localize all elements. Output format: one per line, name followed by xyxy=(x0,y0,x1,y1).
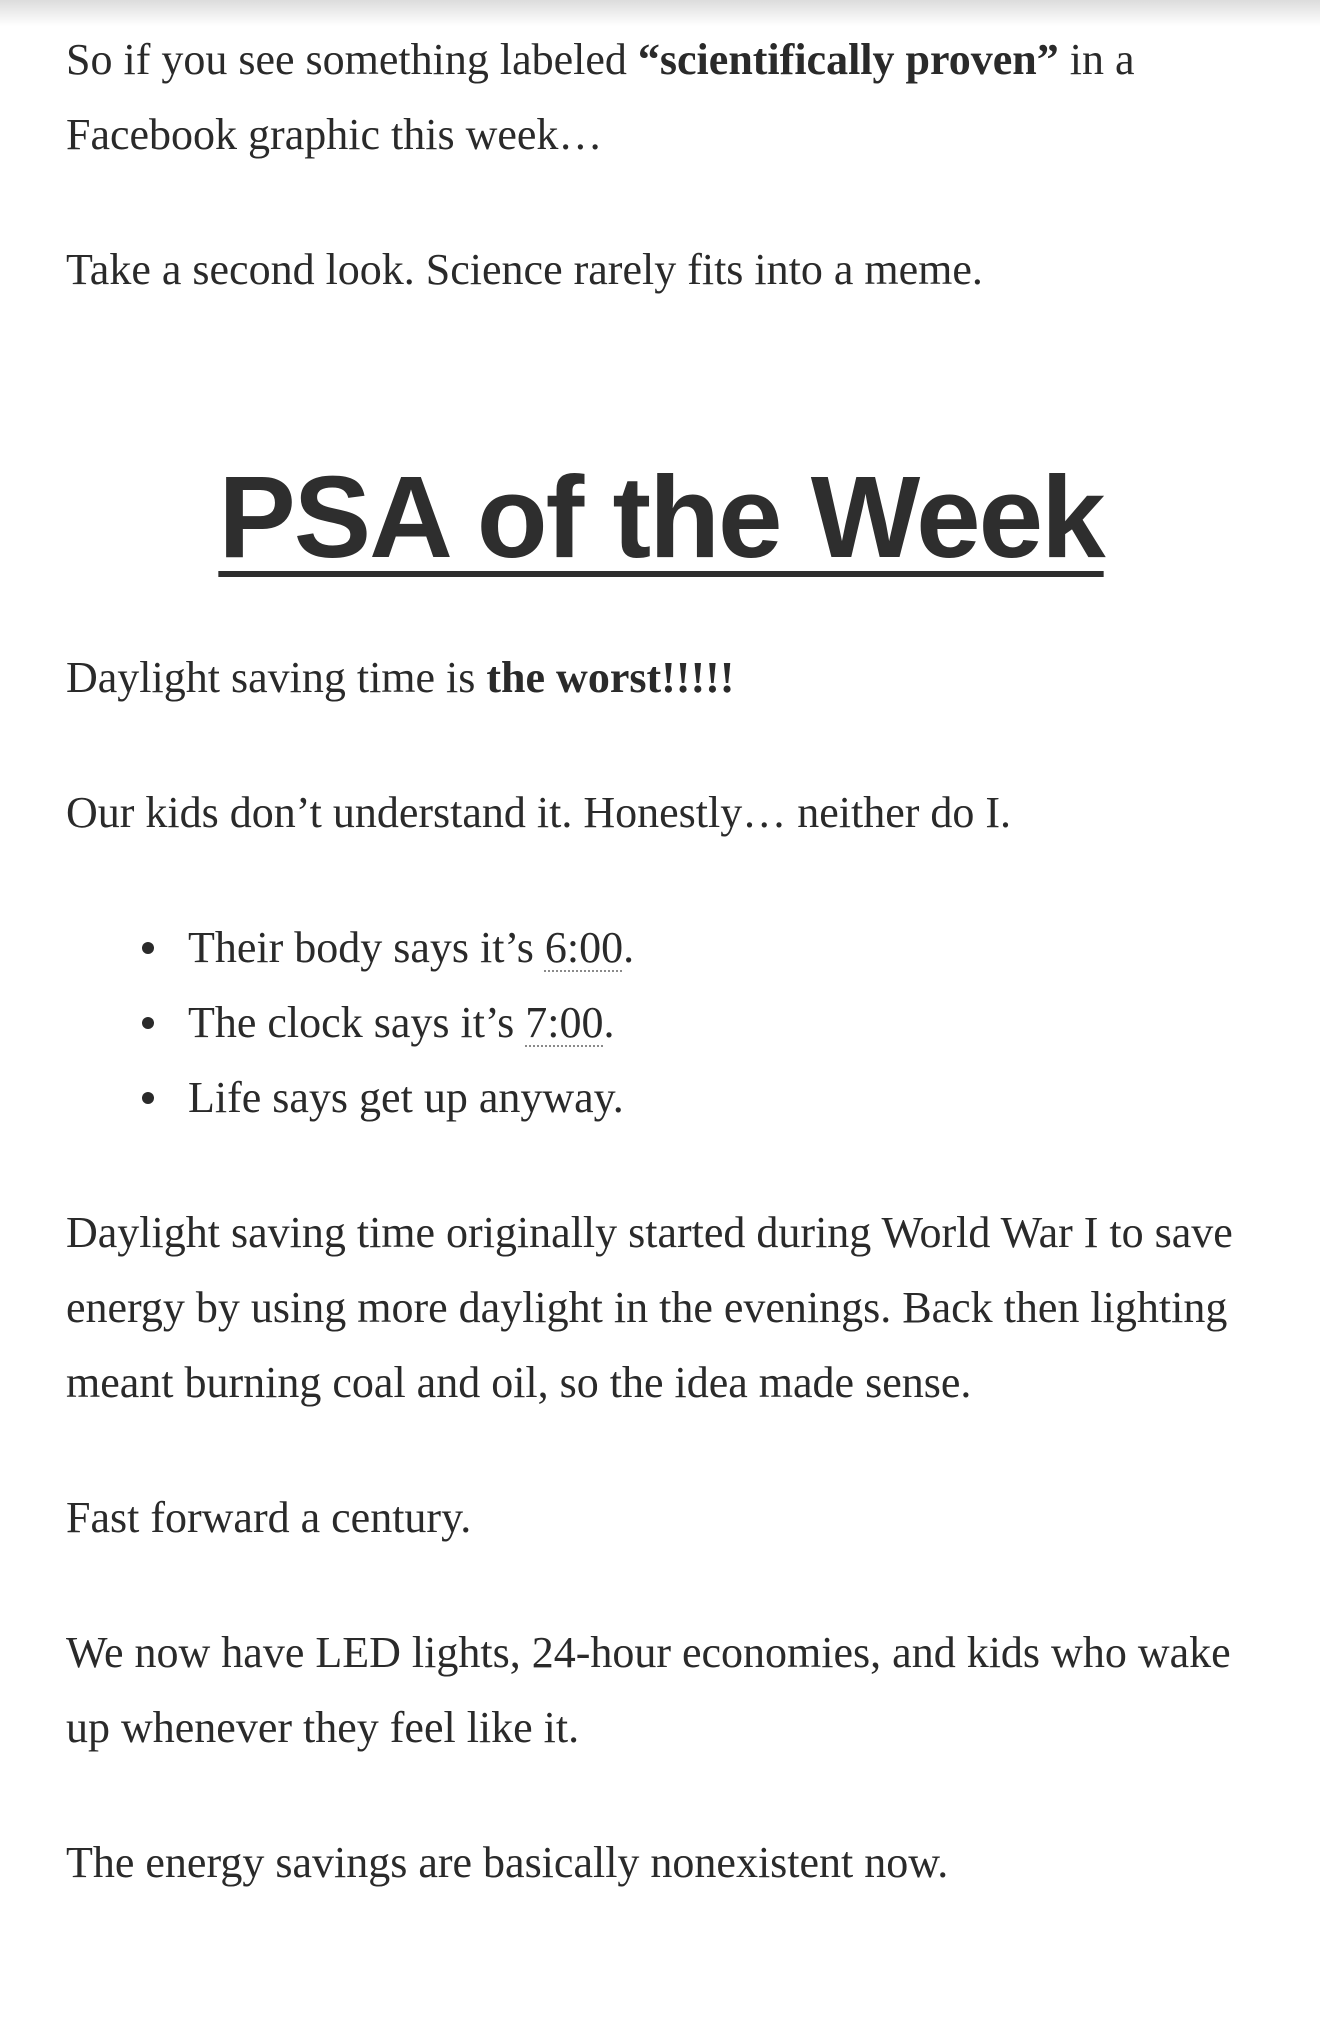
list-item-life: Life says get up anyway. xyxy=(188,1060,1256,1135)
psa-heading: PSA of the Week xyxy=(218,452,1104,582)
intro-suffix: in a Facebook graphic this week… xyxy=(66,35,1135,159)
dst-prefix: Daylight saving time is xyxy=(66,653,487,702)
intro-emphasis: “scientifically proven” xyxy=(637,35,1059,84)
dst-emphasis: the worst!!!!! xyxy=(486,653,735,702)
list-item-clock xyxy=(188,985,1256,1060)
intro-paragraph xyxy=(66,22,1256,172)
meme-paragraph: Take a second look. Science rarely fits into a meme. xyxy=(66,245,983,294)
body-prefix: Their body says it’s xyxy=(188,923,545,972)
history-paragraph: Daylight saving time originally started during World War I to save energy by using more daylight in the evenings. Back then lighting meant burning coal and oil, so the idea made sense. xyxy=(66,1208,1233,1407)
time-link-6[interactable]: 6:00 xyxy=(544,923,624,972)
energy-paragraph: The energy savings are basically nonexistent now. xyxy=(66,1838,949,1887)
list-item-body xyxy=(188,910,1256,985)
time-list xyxy=(66,910,1256,1135)
body-suffix: . xyxy=(623,923,635,972)
modern-paragraph: We now have LED lights, 24-hour economies, and kids who wake up whenever they feel like it. xyxy=(66,1628,1231,1752)
clock-prefix: The clock says it’s xyxy=(188,998,526,1047)
clock-suffix: . xyxy=(603,998,615,1047)
article-body xyxy=(66,22,1256,1900)
fast-forward-paragraph: Fast forward a century. xyxy=(66,1493,472,1542)
time-link-7[interactable]: 7:00 xyxy=(525,998,604,1047)
dst-paragraph xyxy=(66,640,1256,715)
kids-paragraph: Our kids don’t understand it. Honestly… neither do I. xyxy=(66,788,1012,837)
intro-prefix: So if you see something labeled xyxy=(66,35,638,84)
